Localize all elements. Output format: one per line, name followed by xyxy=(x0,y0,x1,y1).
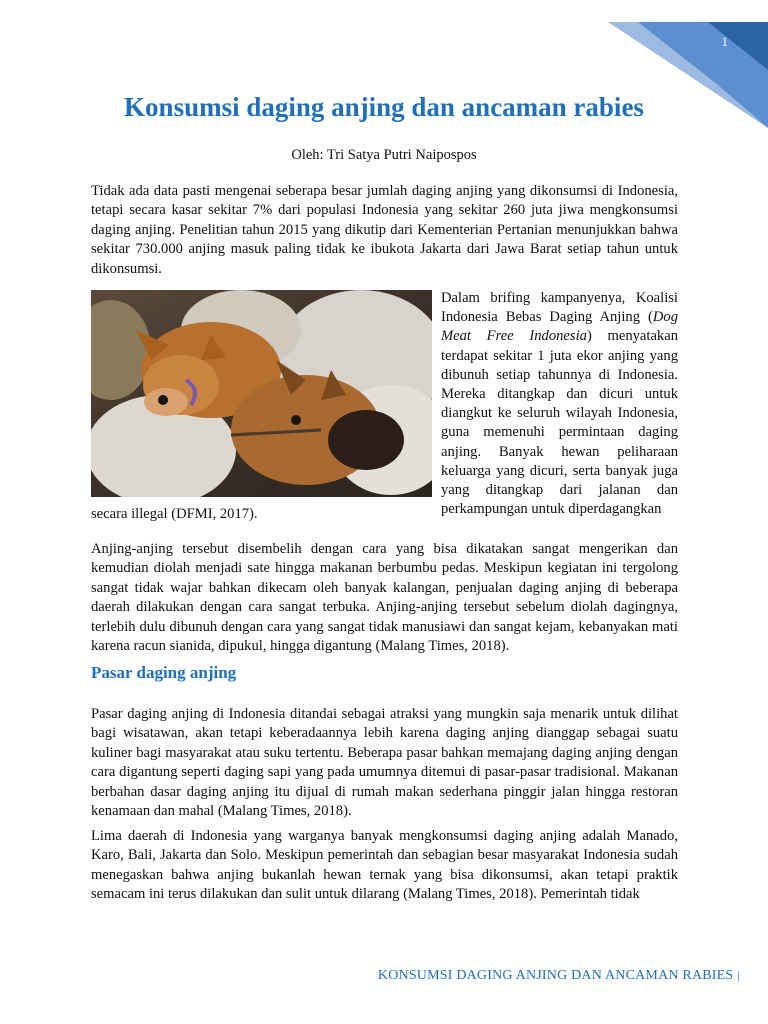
campaign-org-name: Dog Meat Free Indonesia xyxy=(441,309,678,345)
footer-title: KONSUMSI DAGING ANJING DAN ANCAMAN RABIES xyxy=(377,968,734,983)
campaign-paragraph xyxy=(441,289,678,519)
page-title: Konsumsi daging anjing dan ancaman rabies xyxy=(124,92,644,122)
campaign-paragraph-tail: secara illegal (DFMI, 2017). xyxy=(91,506,258,522)
footer-separator: | xyxy=(737,968,740,982)
regions-paragraph: Lima daerah di Indonesia yang warganya banyak mengkonsumsi daging anjing adalah Manado, Karo, Bali, Jakarta dan Solo. Meskipun pemerintah dan sebagian besar masyarakat Indonesia sudah menegaskan bahwa anjing bukanlah hewan ternak yang bisa dikonsumsi, akan tetapi praktik semacam ini terus dilakukan dan sulit untuk dilarang (Malang Times, 2018). Pemerintah tidak xyxy=(91,828,678,903)
intro-paragraph: Tidak ada data pasti mengenai seberapa besar jumlah daging anjing yang dikonsumsi di Indonesia, tetapi secara kasar sekitar 7% dari populasi Indonesia yang sekitar 260 juta jiwa mengkonsumsi daging anjing. Penelitian tahun 2015 yang dikutip dari Kementerian Pertanian menunjukkan bahwa sekitar 730.000 anjing masuk paling tidak ke ibukota Jakarta dari Jawa Barat setiap tahun untuk dikonsumsi. xyxy=(91,183,678,277)
page-number: 1 xyxy=(721,34,728,49)
dogs-photo xyxy=(91,290,432,497)
author-line: Oleh: Tri Satya Putri Naipospos xyxy=(291,147,477,163)
market-paragraph: Pasar daging anjing di Indonesia ditandai sebagai atraksi yang mungkin saja menarik untuk dilihat bagi wisatawan, akan tetapi keberadaannya lebih karena daging anjing dianggap sebagai suatu kuliner bagi masyarakat atau suku tertentu. Beberapa pasar bahkan memajang daging anjing dengan cara digantung seperti daging sapi yang pada umumnya ditemui di pasar-pasar tradisional. Makanan berbahan dasar daging anjing itu dijual di rumah makan sederhana pinggir jalan hingga restoran kenamaan dan mahal (Malang Times, 2018). xyxy=(91,706,678,820)
campaign-text-start: Dalam brifing kampanyenya, Koalisi Indonesia Bebas Daging Anjing ( xyxy=(441,290,678,326)
slaughter-paragraph: Anjing-anjing tersebut disembelih dengan cara yang bisa dikatakan sangat mengerikan dan kemudian diolah menjadi sate hingga makanan berbumbu pedas. Meskipun kegiatan ini tergolong sangat tidak wajar bahkan dikecam oleh banyak kalangan, penjualan daging anjing di beberapa daerah dilakukan dengan cara sangat terbuka. Anjing-anjing tersebut sebelum diolah dagingnya, terlebih dulu dibunuh dengan cara yang sangat tidak manusiawi dan sangat kejam, kebanyakan mati karena racun sianida, dipukul, hingga digantung (Malang Times, 2018). xyxy=(91,541,678,655)
section-heading: Pasar daging anjing xyxy=(91,663,237,682)
running-footer xyxy=(378,968,740,984)
campaign-text-end: ) menyatakan terdapat sekitar 1 juta ekor anjing yang dibunuh setiap tahunnya di Indonesia. Mereka ditangkap dan dicuri untuk diangkut ke seluruh wilayah Indonesia, guna memenuhi permintaan daging anjing. Banyak hewan peliharaan keluarga yang dicuri, serta banyak juga yang ditangkap dari jalanan dan perkampungan untuk diperdagangkan xyxy=(441,328,678,518)
